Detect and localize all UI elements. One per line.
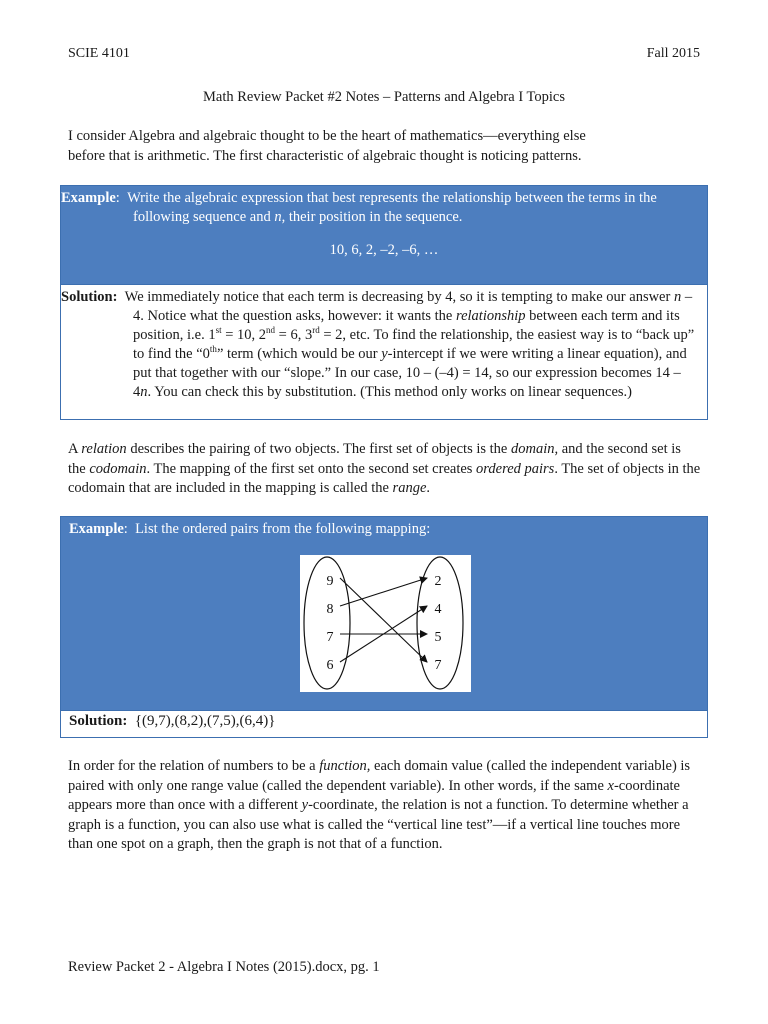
range-value-7: 7	[434, 658, 442, 673]
para-text: In order for the relation of numbers to be a	[68, 758, 320, 774]
course-code: SCIE 4101	[68, 46, 130, 61]
example-1-label: Example	[61, 190, 116, 206]
example-1-var-n: n	[274, 209, 282, 225]
sol-text: ” term (which would be our	[216, 346, 382, 362]
para-text: each domain value (called the independent variable) is paired with only one range value (called the dependent variable). In other words, if the same	[68, 758, 691, 794]
para-text: . The mapping of the first set onto the second set creates	[146, 460, 477, 477]
term-domain: domain,	[510, 441, 559, 457]
solution-2-label: Solution:	[69, 713, 128, 729]
sol-sup: st	[215, 325, 222, 336]
term-relation: relation	[81, 441, 127, 457]
sol-sup: th	[209, 344, 217, 355]
example-2-band	[61, 517, 707, 711]
term: Fall 2015	[646, 46, 700, 61]
example-1-text-a: Write the algebraic expression that best represents the relationship between the terms in the following sequence and	[127, 190, 657, 225]
para-text: -coordinate, the relation is not a function. To determine whether a graph is a function, you can also use what is called the “vertical line test”—if a vertical line touches more than one spot on a graph, then the graph is not that of a function.	[68, 797, 689, 853]
example-1-solution	[61, 285, 707, 402]
sol-text: = 2, etc. To find the relationship, the easiest way is to “back up” to find the “0	[133, 327, 695, 362]
term-ordered-pairs: ordered pairs	[476, 460, 555, 477]
mapping-arrow-9-7	[340, 578, 427, 662]
term-function: function,	[319, 758, 371, 774]
page-footer: Review Packet 2 - Algebra I Notes (2015).docx, pg. 1	[68, 959, 380, 975]
function-paragraph	[68, 757, 702, 855]
range-value-4: 4	[434, 602, 442, 617]
range-value-5: 5	[434, 630, 442, 645]
sol-var: y	[381, 346, 388, 362]
sol-text: -intercept if we were writing a linear equation), and put that together with our “slope.” In our case, 10 – (–4) = 14, so our expression becomes 14 – 4	[133, 346, 687, 400]
sol-sup: rd	[312, 325, 320, 336]
para-text: A	[68, 441, 82, 457]
sol-text: = 6, 3	[275, 327, 313, 343]
intro-line-1: I consider Algebra and algebraic thought to be the heart of mathematics—everything else	[68, 128, 586, 144]
sol-emphasis: relationship	[455, 308, 526, 324]
solution-1-label: Solution:	[61, 289, 118, 305]
sol-text: – 4. Notice what the question asks, however: it wants the	[133, 289, 693, 324]
mapping-diagram	[300, 555, 471, 692]
domain-value-8: 8	[326, 602, 334, 617]
intro-paragraph	[68, 127, 702, 166]
relation-paragraph	[68, 440, 702, 499]
sol-var: n	[673, 289, 682, 305]
example-1-prompt	[61, 186, 707, 227]
domain-value-6: 6	[326, 658, 334, 673]
example-2-label: Example	[69, 521, 124, 537]
para-text: and the second set is the	[68, 441, 681, 477]
term-codomain: codomain	[89, 460, 147, 477]
example-1-band	[61, 186, 707, 285]
mapping-arrow-8-2	[340, 578, 427, 606]
example-2-text: List the ordered pairs from the following mapping:	[135, 521, 431, 537]
example-2-colon: :	[123, 521, 136, 537]
example-2-prompt	[61, 517, 707, 539]
solution-2-set: {(9,7),(8,2),(7,5),(6,4)}	[134, 713, 276, 729]
example-1-box	[60, 185, 708, 420]
example-1-colon: :	[115, 190, 128, 206]
mapping-svg	[300, 555, 471, 692]
var-x: x	[607, 777, 614, 794]
para-text: -coordinate appears more than once with a different	[68, 777, 680, 814]
para-text: .	[426, 480, 431, 497]
sol-text: between each term and its position, i.e. 1	[133, 308, 680, 343]
example-1-text-b: , their position in the sequence.	[281, 209, 463, 225]
sequence: 10, 6, 2, –2, –6, …	[329, 242, 439, 258]
intro-line-2: before that is arithmetic. The first characteristic of algebraic thought is noticing patterns.	[68, 147, 582, 164]
sol-sup: nd	[266, 325, 276, 336]
document-title: Math Review Packet #2 Notes – Patterns and Algebra I Topics	[203, 89, 565, 105]
para-text: . The set of objects in the codomain that are included in the mapping is called the	[68, 460, 701, 497]
example-2-solution	[69, 713, 275, 730]
term-range: range	[392, 480, 427, 497]
sol-text: = 10, 2	[221, 327, 267, 343]
example-2-box	[60, 516, 708, 738]
sol-text: . You can check this by substitution. (This method only works on linear sequences.)	[147, 384, 632, 400]
domain-value-9: 9	[326, 574, 334, 589]
sol-var: n	[140, 384, 148, 400]
sol-text: We immediately notice that each term is decreasing by 4, so it is tempting to make our answer	[124, 289, 674, 305]
domain-value-7: 7	[326, 630, 334, 645]
para-text: describes the pairing of two objects. The first set of objects is the	[126, 441, 511, 457]
var-y: y	[301, 797, 309, 814]
range-value-2: 2	[434, 574, 442, 589]
